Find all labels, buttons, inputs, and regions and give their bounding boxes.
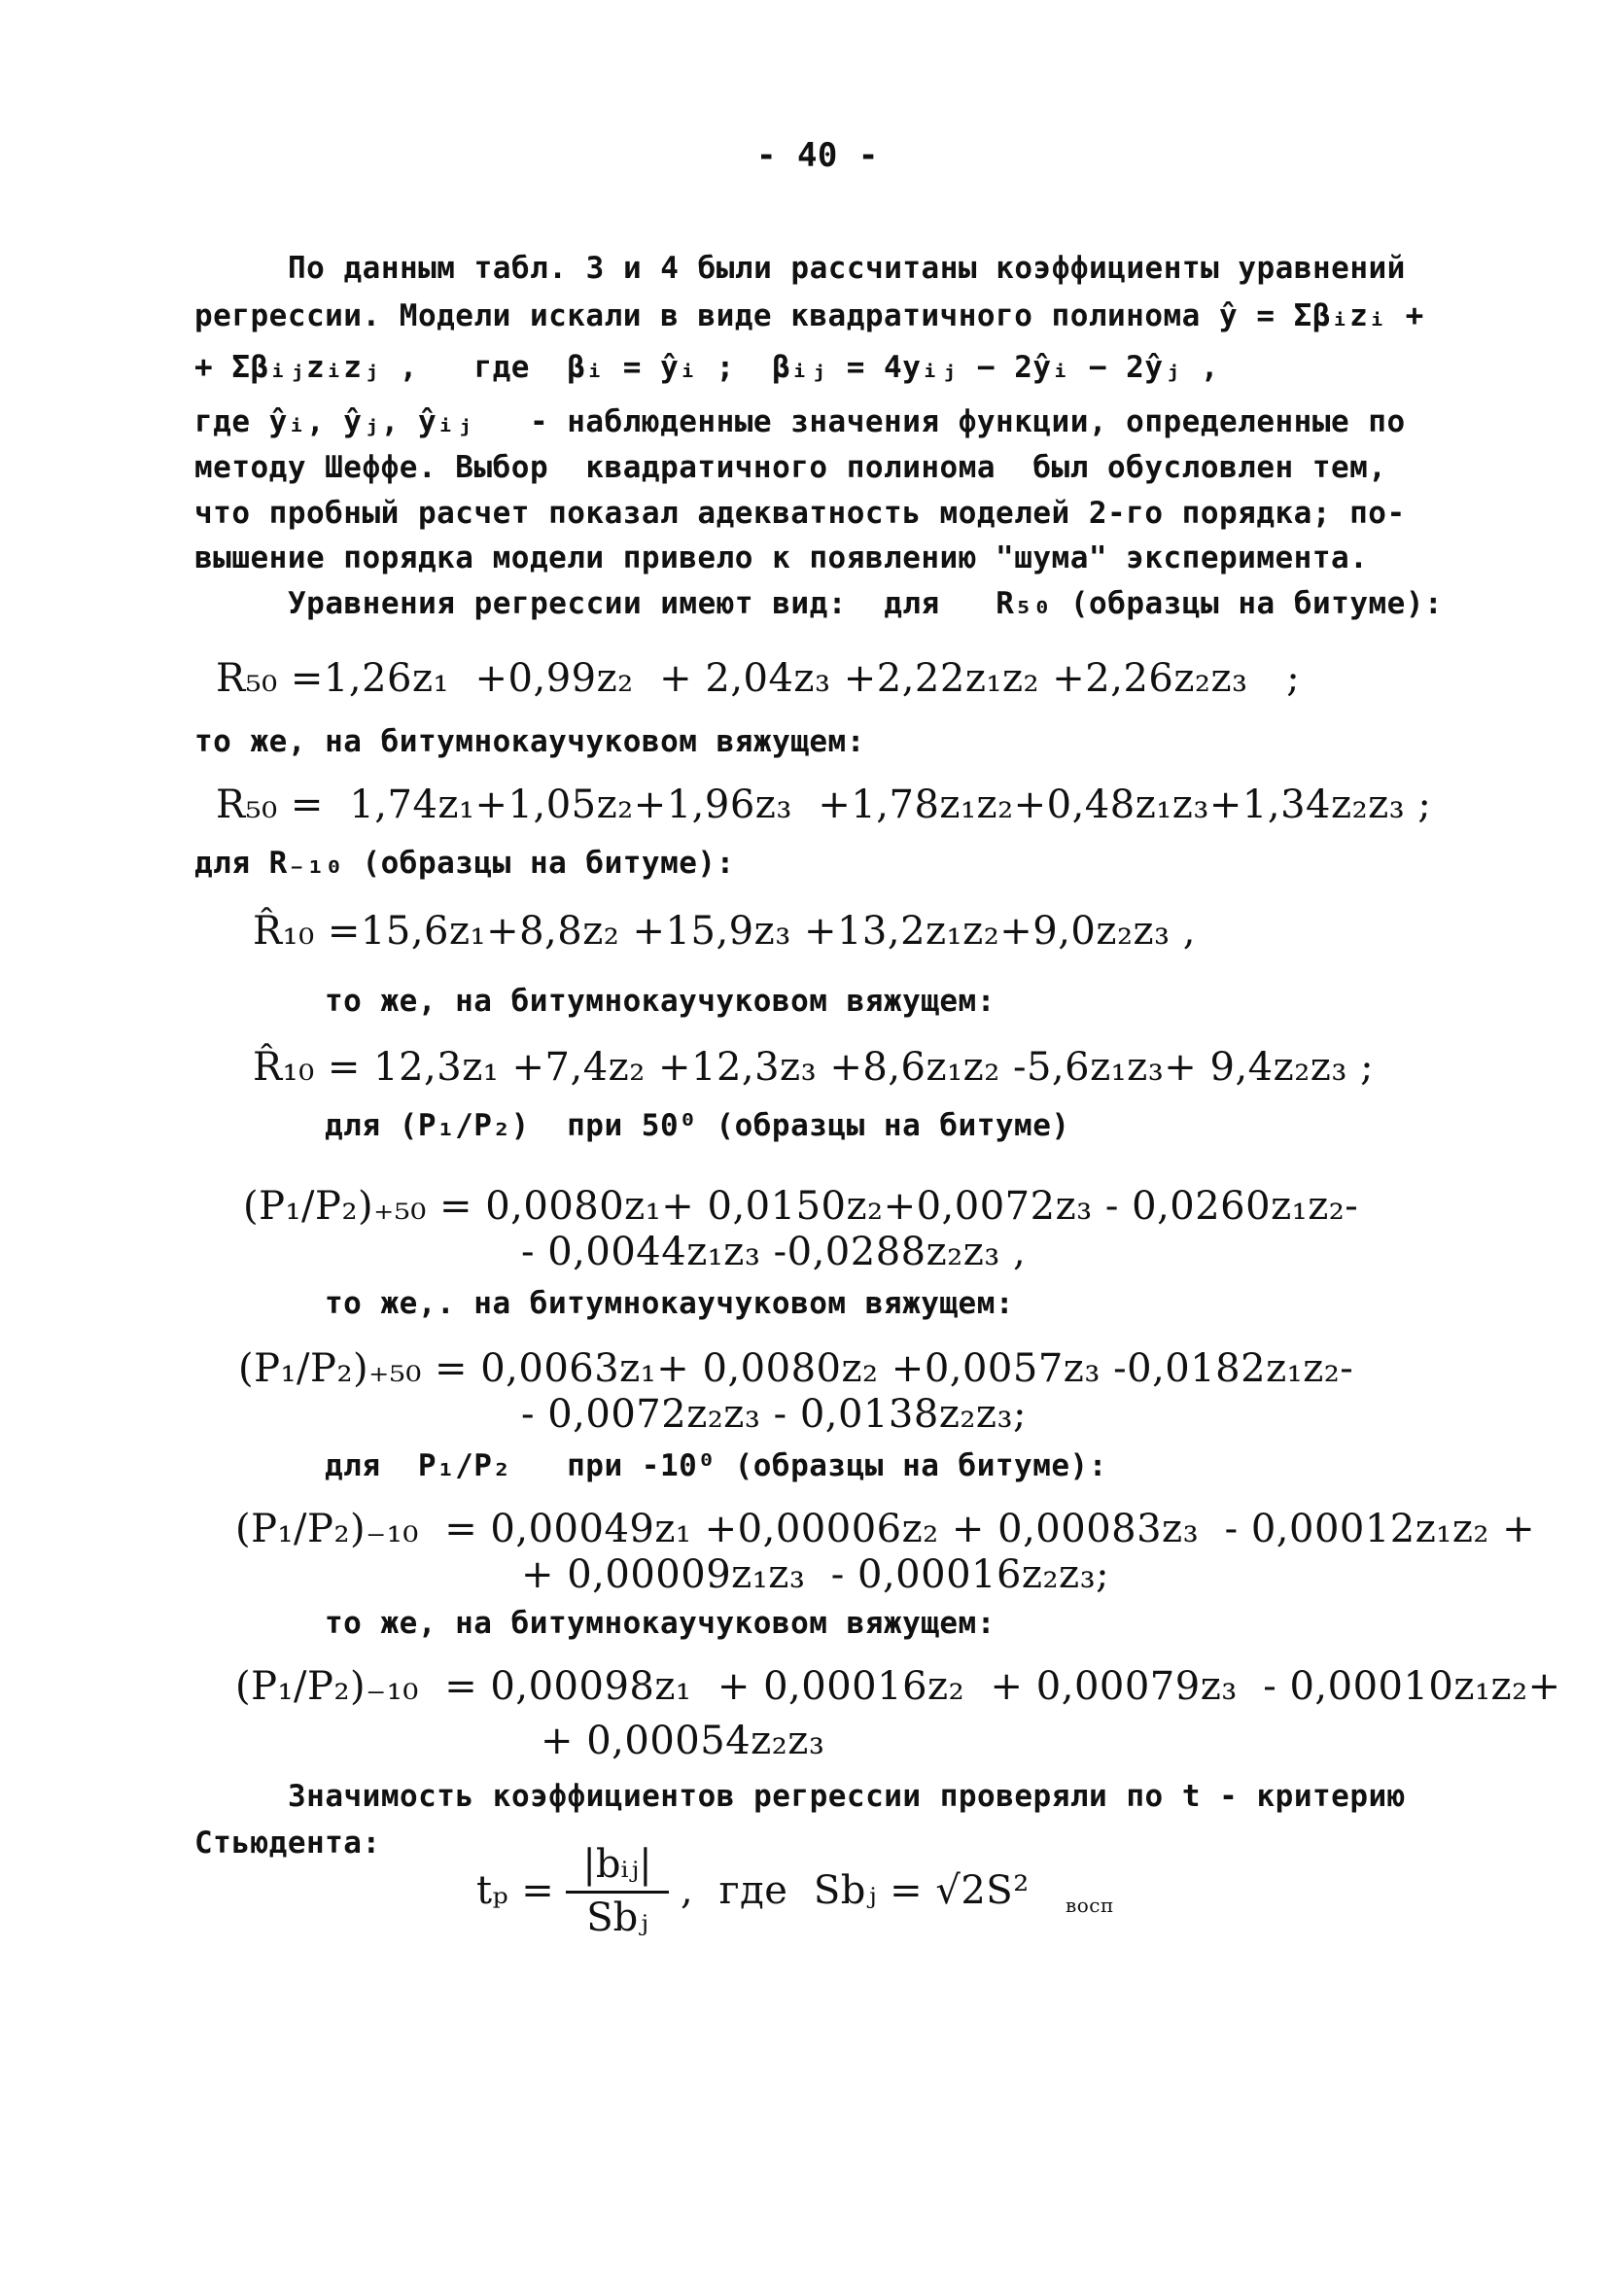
formula-numerator: |bᵢⱼ| xyxy=(582,1842,652,1887)
paragraph-line: что пробный расчет показал адекватность моделей 2-го порядка; по- xyxy=(194,496,1406,531)
equation-p-ratio-50-bitumen: (P₁/P₂)₊₅₀ = 0,0080z₁+ 0,0150z₂+0,0072z₃ - 0,0260z₁z₂- xyxy=(243,1184,1359,1229)
equation-r10-bitumen: R̂₁₀ =15,6z₁+8,8z₂ +15,9z₃ +13,2z₁z₂+9,0z₂z₃ , xyxy=(253,909,1197,954)
equation-label: для P₁/P₂ при -10⁰ (образцы на битуме): xyxy=(325,1448,1107,1483)
equation-r50-bitumen: R₅₀ =1,26z₁ +0,99z₂ + 2,04z₃ +2,22z₁z₂ +2,26z₂z₃ ; xyxy=(216,656,1301,701)
equation-p-ratio-50-rubber-binder: (P₁/P₂)₊₅₀ = 0,0063z₁+ 0,0080z₂ +0,0057z₃ -0,0182z₁z₂- xyxy=(238,1346,1354,1391)
page-number: - 40 - xyxy=(756,136,879,175)
equation-continuation: + 0,00009z₁z₃ - 0,00016z₂z₃; xyxy=(521,1552,1110,1597)
equation-r50-rubber-binder: R₅₀ = 1,74z₁+1,05z₂+1,96z₃ +1,78z₁z₂+0,48z₁z₃+1,34z₂z₃ ; xyxy=(216,783,1432,827)
formula-lhs: tₚ = xyxy=(476,1868,555,1913)
paragraph-line: Значимость коэффициентов регрессии проверяли по t - критерию xyxy=(288,1779,1406,1814)
fraction-bar xyxy=(566,1891,669,1894)
equation-label: то же, на битумнокаучуковом вяжущем: xyxy=(325,1606,996,1641)
equation-continuation: + 0,00054z₂z₃ xyxy=(541,1719,825,1763)
equation-p-ratio-10-rubber-binder: (P₁/P₂)₋₁₀ = 0,00098z₁ + 0,00016z₂ + 0,00079z₃ - 0,00010z₁z₂+ xyxy=(235,1664,1561,1709)
paragraph-line: вышение порядка модели привело к появлению "шума" эксперимента. xyxy=(194,540,1369,575)
paragraph-line: Стьюдента: xyxy=(194,1826,381,1861)
equation-p-ratio-10-bitumen: (P₁/P₂)₋₁₀ = 0,00049z₁ +0,00006z₂ + 0,00083z₃ - 0,00012z₁z₂ + xyxy=(235,1507,1536,1551)
paragraph-line: где ŷᵢ, ŷⱼ, ŷᵢⱼ - наблюденные значения функции, определенные по xyxy=(194,404,1406,439)
equation-label: для R₋₁₀ (образцы на битуме): xyxy=(194,846,735,881)
paragraph-line: методу Шеффе. Выбор квадратичного полинома был обусловлен тем, xyxy=(194,450,1387,485)
paragraph-line: + Σβᵢⱼzᵢzⱼ , где βᵢ = ŷᵢ ; βᵢⱼ = 4yᵢⱼ − 2ŷᵢ − 2ŷⱼ , xyxy=(194,350,1219,385)
equation-label: то же, на битумнокаучуковом вяжущем: xyxy=(325,984,996,1019)
formula-denominator: Sbⱼ xyxy=(586,1896,648,1940)
equation-label: то же,. на битумнокаучуковом вяжущем: xyxy=(325,1286,1015,1321)
equation-label: для (P₁/P₂) при 50⁰ (образцы на битуме) xyxy=(325,1108,1070,1143)
equation-continuation: - 0,0072z₂z₃ - 0,0138z₂z₃; xyxy=(521,1392,1028,1437)
paragraph-line: По данным табл. 3 и 4 были рассчитаны коэффициенты уравнений xyxy=(288,251,1406,286)
intro-line: Уравнения регрессии имеют вид: для R₅₀ (образцы на битуме): xyxy=(288,586,1444,621)
equation-continuation: - 0,0044z₁z₃ -0,0288z₂z₃ , xyxy=(521,1230,1027,1274)
equation-r10-rubber-binder: R̂₁₀ = 12,3z₁ +7,4z₂ +12,3z₃ +8,6z₁z₂ ‑5,6z₁z₃+ 9,4z₂z₃ ; xyxy=(253,1045,1375,1090)
formula-subscript: восп xyxy=(1066,1894,1114,1917)
formula-middle: , где Sbⱼ = √2S² xyxy=(681,1868,1030,1913)
equation-label: то же, на битумнокаучуковом вяжущем: xyxy=(194,724,865,759)
paragraph-line: регрессии. Модели искали в виде квадратичного полинома ŷ = Σβᵢzᵢ + xyxy=(194,298,1424,333)
